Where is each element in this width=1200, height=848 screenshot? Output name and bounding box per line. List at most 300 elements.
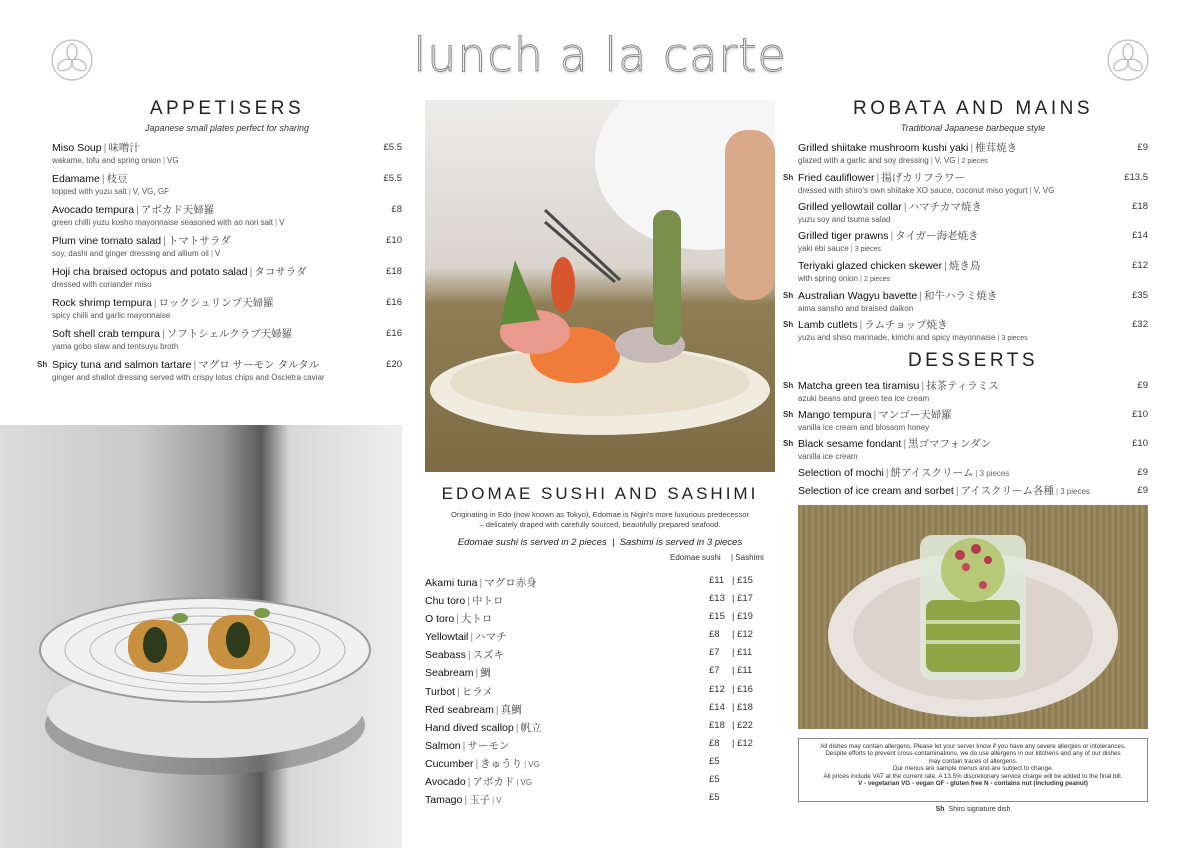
sushi-price: £7 xyxy=(709,647,720,659)
item-description xyxy=(52,186,402,197)
separator: | xyxy=(860,274,863,283)
item-description-text: topped with yuzu salt xyxy=(52,187,127,196)
signature-key-label: Shiro signature dish xyxy=(948,806,1011,813)
sushi-name-line xyxy=(425,776,532,788)
item-description xyxy=(52,341,402,352)
item-name-line xyxy=(798,142,1148,155)
item-japanese-name: 揚げカリフラワー xyxy=(881,172,966,184)
separator: | xyxy=(456,613,459,626)
signature-icon: Sh xyxy=(37,360,48,369)
item-description xyxy=(798,214,1148,225)
separator: | xyxy=(162,156,166,165)
item-description xyxy=(52,372,402,383)
sashimi-price: | £17 xyxy=(732,593,753,605)
separator: | xyxy=(955,485,959,497)
item-name-line xyxy=(798,319,1148,332)
separator: | xyxy=(475,667,479,680)
menu-item xyxy=(783,380,1148,404)
sushi-name-line xyxy=(425,740,509,752)
separator: | xyxy=(921,380,925,392)
item-price: £18 xyxy=(1132,201,1148,212)
item-description-text: dressed with coriander miso xyxy=(52,280,152,289)
sushi-name: Seabass xyxy=(425,649,466,662)
item-japanese-name: マンゴー天婦羅 xyxy=(878,409,952,421)
item-name-line xyxy=(798,230,1148,243)
sashimi-price: | £11 xyxy=(732,647,753,659)
menu-item xyxy=(52,235,402,259)
item-name-line xyxy=(798,290,1148,303)
desserts-list xyxy=(783,380,1148,498)
item-name: Edamame xyxy=(52,173,100,185)
separator: | xyxy=(467,595,471,608)
sushi-name-line xyxy=(425,704,522,716)
separator: | xyxy=(467,776,471,789)
sushi-intro-line: – delicately draped with carefully sourced, beautifully prepared seafood. xyxy=(479,520,721,529)
item-name: Grilled shiitake mushroom kushi yaki xyxy=(798,142,969,154)
sushi-japanese-name: きゅうり xyxy=(480,757,523,770)
notice-line: Despite efforts to prevent cross-contaminations, we do use allergens in our kitchens and any of our dishes xyxy=(825,750,1121,758)
menu-item xyxy=(798,485,1148,498)
sushi-tag: VG xyxy=(528,759,540,769)
separator: | xyxy=(479,577,483,589)
item-name: Hoji cha braised octopus and potato salad xyxy=(52,266,248,278)
item-pieces: 3 pieces xyxy=(854,246,881,253)
separator: | xyxy=(475,757,479,770)
sashimi-price: | £11 xyxy=(732,665,753,677)
sushi-intro xyxy=(425,510,775,530)
item-name: Lamb cutlets xyxy=(798,319,858,331)
menu-item xyxy=(37,359,402,383)
sushi-name-line xyxy=(425,794,502,806)
item-name-line xyxy=(798,485,1148,498)
item-japanese-name: タコサラダ xyxy=(254,266,307,278)
item-description xyxy=(52,155,402,166)
sushi-name-line xyxy=(425,649,504,661)
item-price: £10 xyxy=(1132,409,1148,420)
item-name-line xyxy=(52,328,402,341)
item-description-text: green chilli yuzu kosho mayonnaise seasoned with ao nori salt xyxy=(52,218,274,227)
sushi-name-line xyxy=(425,686,493,698)
item-japanese-name: 味噌汁 xyxy=(108,142,140,154)
item-pieces: 3 pieces xyxy=(1001,335,1028,342)
separator: | xyxy=(516,778,519,788)
separator: | xyxy=(101,173,105,185)
item-price: £10 xyxy=(386,235,402,246)
item-japanese-name: アボカド天婦羅 xyxy=(140,204,215,216)
sushi-row xyxy=(425,647,775,665)
sashimi-price: | £15 xyxy=(732,575,753,586)
item-name-line xyxy=(52,173,402,186)
item-price: £5.5 xyxy=(383,142,402,153)
sushi-japanese-name: 帆立 xyxy=(520,721,542,734)
item-description-text: azuki beans and green tea ice cream xyxy=(798,394,930,403)
separator: | xyxy=(876,172,880,184)
menu-item xyxy=(798,201,1148,225)
item-name-line xyxy=(798,467,1148,480)
separator: | xyxy=(210,249,213,258)
item-name: Rock shrimp tempura xyxy=(52,297,152,309)
item-tag: VG xyxy=(167,156,179,165)
sushi-row xyxy=(425,792,775,810)
sushi-price: £18 xyxy=(709,719,725,731)
item-price: £5.5 xyxy=(383,173,402,184)
item-description xyxy=(798,422,1148,433)
item-name-line xyxy=(798,380,1148,393)
item-price: £18 xyxy=(386,266,402,277)
sushi-price: £14 xyxy=(709,701,725,713)
sushi-name: Avocado xyxy=(425,776,466,789)
section-subtitle: Traditional Japanese barbeque style xyxy=(900,123,1046,133)
item-description-text: ginger and shallot dressing served with crispy lotus chips and Oscietra caviar xyxy=(52,373,325,382)
separator: | xyxy=(467,649,471,662)
item-tag: 3 pieces xyxy=(1060,487,1090,496)
sashimi-column-header: | Sashimi xyxy=(731,553,764,562)
sushi-name: Yellowtail xyxy=(425,631,469,644)
sushi-name-line xyxy=(425,595,504,607)
separator: | xyxy=(957,156,960,165)
item-description xyxy=(52,310,402,321)
sushi-name: Chu toro xyxy=(425,595,466,608)
serving-note: Edomae sushi is served in 2 pieces | Sashimi is served in 3 pieces xyxy=(457,537,743,548)
sushi-price: £8 xyxy=(709,737,720,749)
sushi-name: Seabream xyxy=(425,667,474,680)
desserts-section xyxy=(783,350,1148,503)
notice-line: All prices include VAT at the current rate. A 13.5% discretionary service charge will be added to the final bill. xyxy=(823,772,1123,780)
sushi-list xyxy=(425,575,775,810)
item-description-text: glazed with a garlic and soy dressing xyxy=(798,156,929,165)
item-price: £20 xyxy=(386,359,402,370)
signature-icon: Sh xyxy=(783,381,794,390)
separator: | xyxy=(495,703,499,716)
allergen-notice xyxy=(798,738,1148,802)
item-description xyxy=(52,279,402,290)
item-name-line xyxy=(52,204,402,217)
sushi-price: £11 xyxy=(709,575,725,586)
separator: | xyxy=(1056,487,1059,496)
item-name: Mango tempura xyxy=(798,409,872,421)
item-name-line xyxy=(798,172,1148,185)
notice-line: V - vegetarian VG - vegan GF - gluten free N - contains nut (including peanut) xyxy=(858,780,1088,788)
separator: | xyxy=(515,721,519,734)
item-name: Avocado tempura xyxy=(52,204,135,216)
item-price: £9 xyxy=(1137,142,1148,153)
sushi-row xyxy=(425,756,775,774)
sushi-japanese-name: 中トロ xyxy=(472,595,504,608)
matcha-dessert-photo xyxy=(798,505,1148,729)
sushi-japanese-name: ヒラメ xyxy=(461,685,493,698)
separator: | xyxy=(970,142,974,154)
item-japanese-name: アイスクリーム各種 xyxy=(960,485,1055,497)
item-name-line xyxy=(52,359,402,372)
price-column-headers xyxy=(425,553,775,567)
sushi-japanese-name: 真鯛 xyxy=(500,703,522,716)
separator: | xyxy=(1029,186,1032,195)
sushi-column-header: Edomae sushi xyxy=(670,553,721,562)
sushi-row xyxy=(425,774,775,792)
menu-item xyxy=(52,204,402,228)
sushi-price: £12 xyxy=(709,683,725,695)
sushi-row xyxy=(425,738,775,756)
item-name-line xyxy=(798,201,1148,214)
separator: | xyxy=(470,631,474,644)
item-japanese-name: 椎茸焼き xyxy=(975,142,1018,154)
separator: | xyxy=(859,319,863,331)
item-description-text: wakame, tofu and spring onion xyxy=(52,156,161,165)
sushi-name-line xyxy=(425,667,491,679)
separator: | xyxy=(456,685,460,698)
signature-icon: Sh xyxy=(783,410,794,419)
item-japanese-name: ロックシュリンプ天婦羅 xyxy=(158,297,274,309)
item-tag: V xyxy=(214,249,221,258)
item-tag: 3 pieces xyxy=(979,469,1010,478)
item-name: Fried cauliflower xyxy=(798,172,875,184)
item-name-line xyxy=(52,235,402,248)
section-title: APPETISERS xyxy=(149,98,305,119)
menu-item xyxy=(52,266,402,290)
item-name: Grilled yellowtail collar xyxy=(798,201,902,213)
separator: | xyxy=(524,759,527,769)
sushi-japanese-name: マグロ赤身 xyxy=(484,577,537,589)
item-name: Spicy tuna and salmon tartare xyxy=(52,359,192,371)
item-price: £9 xyxy=(1137,485,1148,496)
item-tag: V, VG xyxy=(1033,186,1055,195)
item-name-line xyxy=(52,297,402,310)
item-description xyxy=(798,155,1148,167)
separator: | xyxy=(103,142,107,154)
item-price: £16 xyxy=(386,328,402,339)
item-name-line xyxy=(798,260,1148,273)
sushi-name: Hand dived scallop xyxy=(425,721,514,734)
separator: | xyxy=(249,266,253,278)
signature-icon: Sh xyxy=(935,806,945,813)
item-japanese-name: 黒ゴマフォンダン xyxy=(908,438,992,450)
item-description xyxy=(798,243,1148,255)
menu-item xyxy=(783,438,1148,462)
separator: | xyxy=(919,290,922,302)
sushi-price: £5 xyxy=(709,774,720,786)
item-japanese-name: ハマチカマ焼き xyxy=(908,201,982,213)
menu-item xyxy=(52,297,402,321)
appetisers-section xyxy=(37,98,402,390)
menu-item xyxy=(52,142,402,166)
sushi-name: Cucumber xyxy=(425,757,474,770)
menu-item xyxy=(798,467,1148,480)
menu-item xyxy=(783,172,1148,196)
item-price: £35 xyxy=(1132,290,1148,301)
sashimi-price: | £19 xyxy=(732,611,753,623)
sushi-name: Salmon xyxy=(425,739,461,752)
separator: | xyxy=(128,187,131,196)
section-title: DESSERTS xyxy=(907,350,1039,371)
item-description-text: dressed with shiro's own shiitake XO sauce, coconut miso yogurt xyxy=(798,186,1028,195)
item-japanese-name: タイガー海老焼き xyxy=(895,230,979,242)
sushi-name-line xyxy=(425,577,537,589)
item-japanese-name: 焼き鳥 xyxy=(948,260,981,272)
signature-icon: Sh xyxy=(783,439,794,448)
separator: | xyxy=(275,218,278,227)
sushi-name-line xyxy=(425,758,540,770)
item-description xyxy=(798,185,1148,196)
robata-section xyxy=(783,98,1148,349)
sashimi-price: | £22 xyxy=(732,719,753,731)
separator: | xyxy=(161,328,165,340)
sushi-name: Turbot xyxy=(425,685,455,698)
sashimi-price: | £12 xyxy=(732,737,753,749)
sushi-row xyxy=(425,684,775,702)
separator: | xyxy=(136,204,139,216)
item-description xyxy=(798,393,1148,404)
item-tag: V, VG, GF xyxy=(132,187,169,196)
item-description xyxy=(798,303,1148,314)
item-japanese-name: マグロ サーモン タルタル xyxy=(198,359,320,371)
separator: | xyxy=(462,739,466,752)
page-title: lunch a la carte xyxy=(413,28,787,82)
separator: | xyxy=(997,333,1000,342)
menu-item xyxy=(798,260,1148,285)
appetisers-list xyxy=(37,142,402,383)
item-name: Matcha green tea tiramisu xyxy=(798,380,920,392)
menu-item xyxy=(783,409,1148,433)
item-price: £9 xyxy=(1137,380,1148,391)
item-name: Australian Wagyu bavette xyxy=(798,290,918,302)
item-description-text: yuzu soy and tsuma salad xyxy=(798,215,891,224)
sushi-section xyxy=(425,484,775,810)
menu-item xyxy=(52,328,402,352)
separator: | xyxy=(850,244,853,253)
separator: | xyxy=(464,794,468,807)
item-name-line xyxy=(798,409,1148,422)
item-price: £12 xyxy=(1132,260,1148,271)
sashimi-platter-photo xyxy=(425,100,775,472)
sashimi-price: | £18 xyxy=(732,701,753,713)
sushi-price: £8 xyxy=(709,629,720,641)
item-description-text: with spring onion xyxy=(798,274,859,283)
crab-roll-photo xyxy=(0,425,402,848)
sushi-row xyxy=(425,611,775,629)
menu-item xyxy=(52,173,402,197)
item-japanese-name: トマトサラダ xyxy=(167,235,231,247)
item-japanese-name: 餅アイスクリーム xyxy=(890,467,974,479)
item-name: Selection of mochi xyxy=(798,467,884,479)
item-description xyxy=(798,451,1148,462)
section-title: EDOMAE SUSHI AND SASHIMI xyxy=(441,484,759,503)
item-description xyxy=(52,217,402,228)
item-japanese-name: 和牛ハラミ焼き xyxy=(924,290,998,302)
separator: | xyxy=(944,260,947,272)
item-name-line xyxy=(798,438,1148,451)
sushi-row xyxy=(425,665,775,683)
sushi-price: £13 xyxy=(709,593,725,605)
item-name-line xyxy=(52,142,402,155)
separator: | xyxy=(890,230,894,242)
item-name: Teriyaki glazed chicken skewer xyxy=(798,260,943,272)
item-name: Soft shell crab tempura xyxy=(52,328,160,340)
signature-icon: Sh xyxy=(783,173,794,182)
separator: | xyxy=(903,201,907,213)
sushi-price: £7 xyxy=(709,665,720,677)
separator: | xyxy=(873,409,877,421)
sashimi-price: | £16 xyxy=(732,683,753,695)
sushi-row xyxy=(425,593,775,611)
item-price: £14 xyxy=(1132,230,1148,241)
item-name: Black sesame fondant xyxy=(798,438,902,450)
item-name: Plum vine tomato salad xyxy=(52,235,162,247)
signature-icon: Sh xyxy=(783,320,794,329)
sushi-japanese-name: 大トロ xyxy=(460,613,493,626)
section-subtitle: Japanese small plates perfect for sharing xyxy=(144,123,310,133)
sushi-tag: V xyxy=(496,796,502,806)
item-description-text: spicy chilli and garlic mayonnaise xyxy=(52,311,171,320)
item-price: £32 xyxy=(1132,319,1148,330)
sushi-name: Tamago xyxy=(425,794,463,807)
sushi-price: £5 xyxy=(709,755,720,767)
separator: | xyxy=(903,438,907,450)
separator: | xyxy=(885,467,889,479)
item-price: £8 xyxy=(391,204,402,215)
item-pieces: 2 pieces xyxy=(961,158,988,165)
sushi-price: £5 xyxy=(709,792,720,804)
sushi-japanese-name: 玉子 xyxy=(469,794,491,807)
separator: | xyxy=(153,297,157,309)
menu-item xyxy=(783,319,1148,344)
separator: | xyxy=(193,359,197,371)
sushi-row xyxy=(425,575,775,593)
sushi-japanese-name: サーモン xyxy=(467,739,510,752)
item-description-text: soy, dashi and ginger dressing and allium oil xyxy=(52,249,209,258)
item-description xyxy=(52,248,402,259)
sushi-row xyxy=(425,720,775,738)
item-japanese-name: 枝豆 xyxy=(106,173,128,185)
notice-line: All dishes may contain allergens. Please let your server know if you have any severe allergies or intolerances. xyxy=(820,743,1126,750)
item-description xyxy=(798,273,1148,285)
notice-line: may contain traces of allergens. xyxy=(928,757,1018,765)
item-name: Selection of ice cream and sorbet xyxy=(798,485,954,497)
sushi-japanese-name: ハマチ xyxy=(475,631,507,644)
item-description-text: yuzu and shiso marinade, kimchi and spicy mayonnaise xyxy=(798,333,996,342)
menu-item xyxy=(798,230,1148,255)
separator: | xyxy=(492,796,495,806)
sushi-name-line xyxy=(425,722,541,734)
item-name: Miso Soup xyxy=(52,142,102,154)
sushi-name-line xyxy=(425,631,507,643)
menu-item xyxy=(798,142,1148,167)
item-name: Grilled tiger prawns xyxy=(798,230,889,242)
sushi-name-line xyxy=(425,613,492,625)
item-tag: V xyxy=(279,218,285,227)
sushi-japanese-name: スズキ xyxy=(472,649,505,662)
section-title: ROBATA AND MAINS xyxy=(852,98,1094,119)
sushi-japanese-name: 鯛 xyxy=(480,667,491,680)
sushi-name: O toro xyxy=(425,613,455,626)
item-description-text: yaki ebi sauce xyxy=(798,244,849,253)
sushi-row xyxy=(425,629,775,647)
sushi-row xyxy=(425,702,775,720)
sushi-price: £15 xyxy=(709,611,725,623)
item-tag: V, VG xyxy=(934,156,956,165)
signature-icon: Sh xyxy=(783,291,794,300)
separator: | xyxy=(930,156,933,165)
notice-line: Our menus are sample menus and are subject to change. xyxy=(892,765,1054,773)
sushi-intro-line: Originating in Edo (now known as Tokyo), Edomae is Nigiri's more luxurious predecessor xyxy=(450,510,750,519)
item-price: £9 xyxy=(1137,467,1148,478)
separator: | xyxy=(163,235,166,247)
robata-list xyxy=(783,142,1148,344)
menu-item xyxy=(783,290,1148,314)
sashimi-price: | £12 xyxy=(732,629,753,641)
item-description-text: yama gobo slaw and tentsuyu broth xyxy=(52,342,179,351)
sushi-name: Akami tuna xyxy=(425,577,478,589)
sushi-name: Red seabream xyxy=(425,703,494,716)
